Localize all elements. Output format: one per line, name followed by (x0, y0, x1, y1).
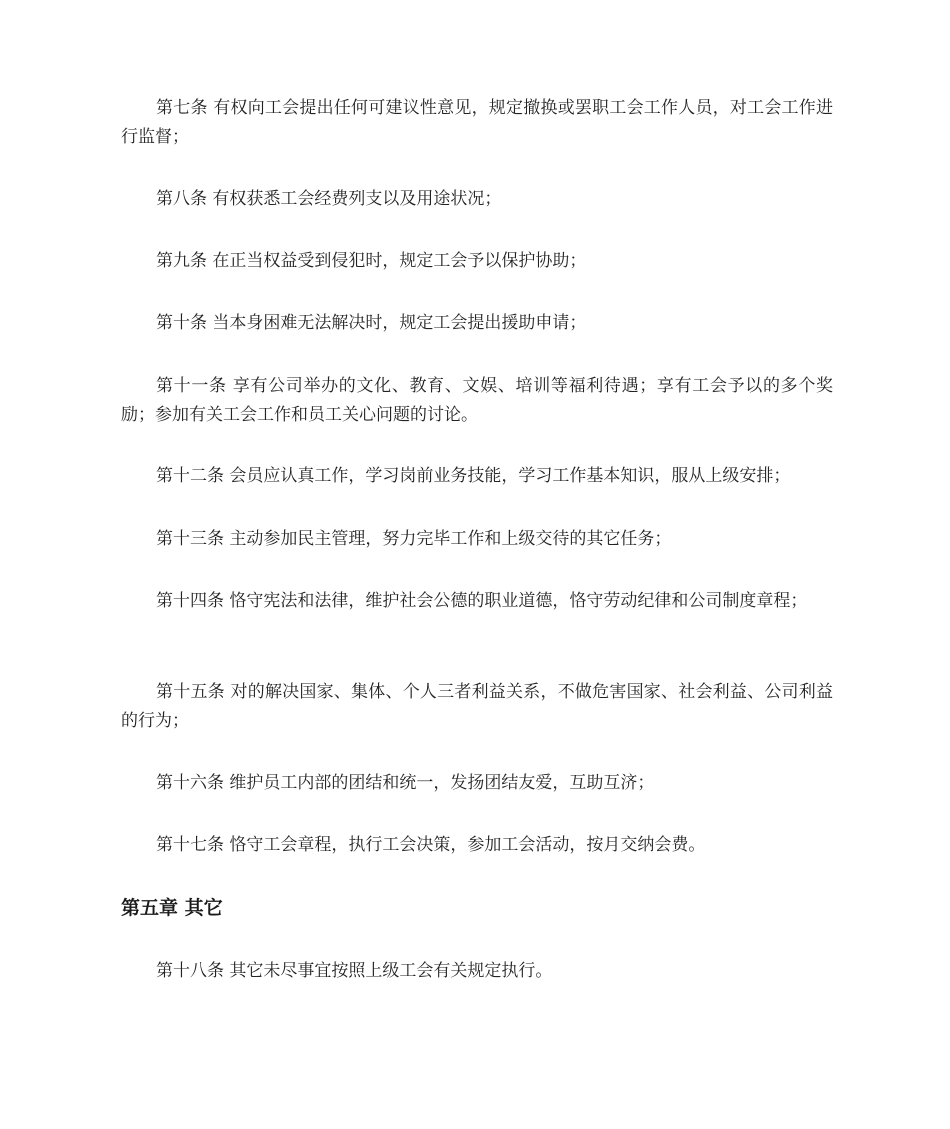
article-15: 第十五条 对的解决国家、集体、个人三者利益关系，不做危害国家、社会利益、公司利益的行为； (121, 682, 833, 731)
article-14: 第十四条 恪守宪法和法律，维护社会公德的职业道德，恪守劳动纪律和公司制度章程； (156, 591, 808, 611)
article-12: 第十二条 会员应认真工作，学习岗前业务技能，学习工作基本知识，服从上级安排； (156, 466, 791, 486)
article-7: 第七条 有权向工会提出任何可建议性意见，规定撤换或罢职工会工作人员，对工会工作进行监督； (121, 98, 833, 147)
article-16: 第十六条 维护员工内部的团结和统一，发扬团结友爱，互助互济； (156, 773, 655, 793)
article-11: 第十一条 享有公司举办的文化、教育、文娱、培训等福利待遇；享有工会予以的多个奖励；参加有关工会工作和员工关心问题的讨论。 (121, 376, 833, 425)
article-10: 第十条 当本身困难无法解决时，规定工会提出援助申请； (156, 313, 587, 333)
article-8: 第八条 有权获悉工会经费列支以及用途状况； (156, 189, 502, 209)
chapter-heading: 第五章 其它 (121, 897, 223, 919)
article-18: 第十八条 其它未尽事宜按照上级工会有关规定执行。 (156, 961, 553, 981)
article-17: 第十七条 恪守工会章程，执行工会决策，参加工会活动，按月交纳会费。 (156, 835, 706, 855)
article-9: 第九条 在正当权益受到侵犯时，规定工会予以保护协助； (156, 251, 587, 271)
article-13: 第十三条 主动参加民主管理，努力完毕工作和上级交待的其它任务； (156, 529, 672, 549)
